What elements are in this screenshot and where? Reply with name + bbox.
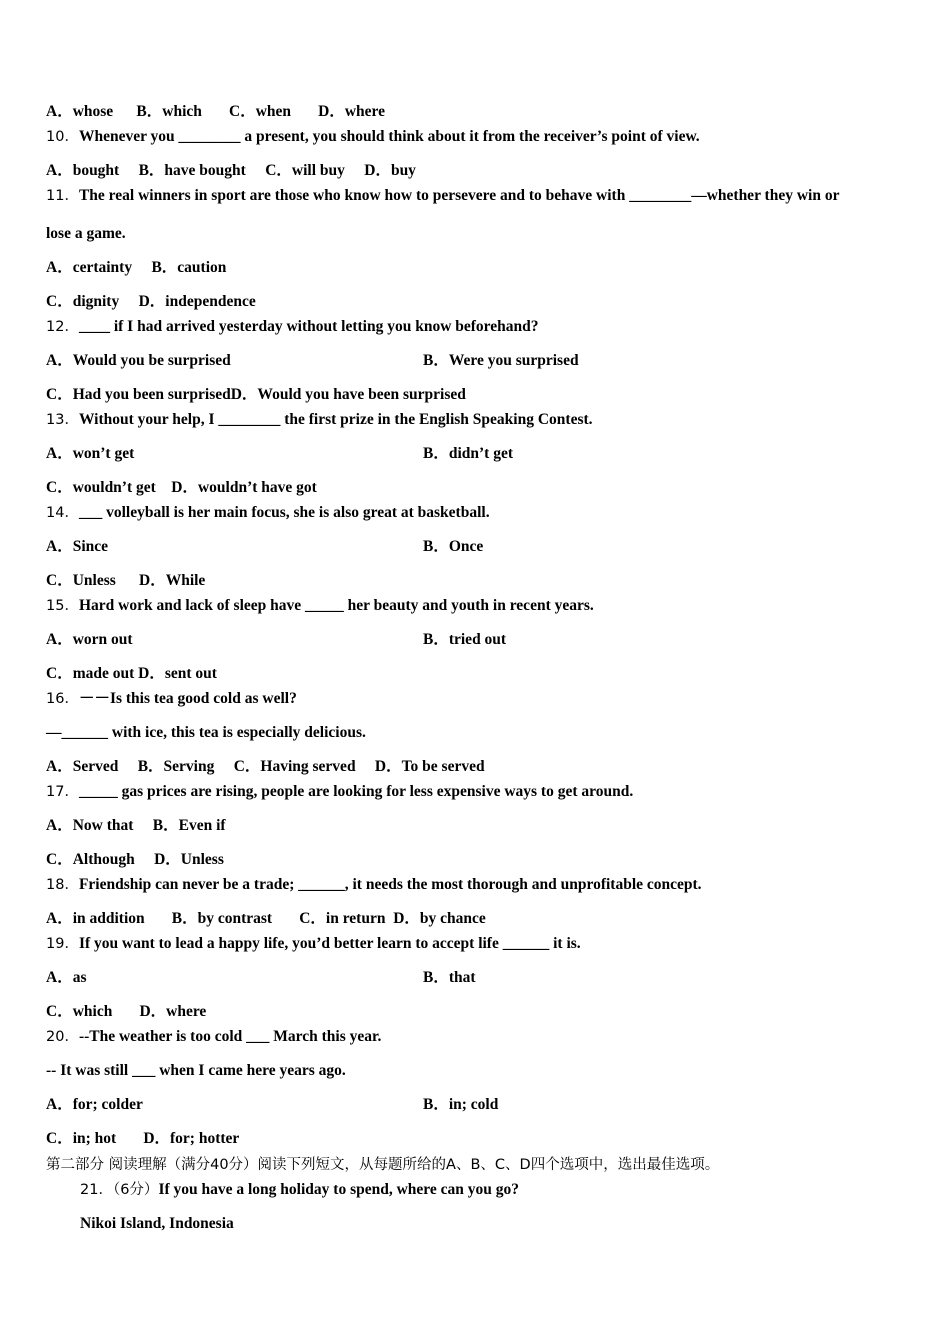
q20-options-ab	[46, 1095, 499, 1115]
q20-question	[46, 1027, 381, 1047]
q11-options-ab: A．certainty B．caution	[46, 259, 227, 276]
q21-number: 21．（6分）	[80, 1182, 159, 1198]
q10-stem: Whenever you ________ a present, you should think about it from the receiver’s point of view.	[78, 128, 700, 145]
q19-options-cd: C．which D．where	[46, 1003, 207, 1020]
q15-stem: Hard work and lack of sleep have _____ her beauty and youth in recent years.	[78, 597, 594, 614]
q14-question	[46, 503, 490, 523]
q11-stem-continued: lose a game.	[46, 225, 126, 242]
q17-options-ab: A．Now that B．Even if	[46, 817, 226, 834]
q9-options: A．whose B．which C．when D．where	[46, 103, 386, 120]
q20-stem: --The weather is too cold ___ March this year.	[78, 1028, 382, 1045]
q20-option-a: A．for; colder	[46, 1096, 143, 1113]
q12-options-ab	[46, 351, 579, 371]
q15-question	[46, 596, 594, 616]
q20-response: -- It was still ___ when I came here years ago.	[46, 1062, 346, 1079]
q18-stem: Friendship can never be a trade; ______, it needs the most thorough and unprofitable concept.	[78, 876, 702, 893]
q12-question	[46, 317, 539, 337]
q21-question	[80, 1180, 519, 1200]
q15-options-cd: C．made out D．sent out	[46, 665, 217, 682]
q17-stem: _____ gas prices are rising, people are looking for less expensive ways to get around.	[78, 783, 634, 800]
q13-option-b: B．didn’t get	[423, 445, 513, 462]
q10-question	[46, 127, 700, 147]
q19-number: 19．	[46, 936, 79, 952]
q14-number: 14．	[46, 505, 79, 521]
q17-options-cd: C．Although D．Unless	[46, 851, 224, 868]
q16-stem: －－Is this tea good cold as well?	[78, 690, 297, 707]
q19-options-ab	[46, 968, 476, 988]
q19-question	[46, 934, 581, 954]
q14-options-ab	[46, 537, 484, 557]
q18-options: A．in addition B．by contrast C．in return D．by chance	[46, 910, 486, 927]
q19-stem: If you want to lead a happy life, you’d better learn to accept life ______ it is.	[78, 935, 581, 952]
q17-question	[46, 782, 633, 802]
q13-stem: Without your help, I ________ the first prize in the English Speaking Contest.	[78, 411, 593, 428]
q11-number: 11．	[46, 188, 79, 204]
q10-options: A．bought B．have bought C．will buy D．buy	[46, 162, 416, 179]
q14-options-cd: C．Unless D．While	[46, 572, 206, 589]
q13-options-cd: C．wouldn’t get D．wouldn’t have got	[46, 479, 317, 496]
q14-option-a: A．Since	[46, 538, 109, 555]
section2-heading: 第二部分 阅读理解（满分40分）阅读下列短文，从每题所给的A、B、C、D四个选项中，选出最佳选项。	[46, 1157, 720, 1173]
q15-option-a: A．worn out	[46, 631, 133, 648]
q10-number: 10．	[46, 129, 79, 145]
q15-options-ab	[46, 630, 507, 650]
q16-response: —______ with ice, this tea is especially delicious.	[46, 724, 366, 741]
q21-stem: If you have a long holiday to spend, where can you go?	[158, 1181, 520, 1198]
q14-stem: ___ volleyball is her main focus, she is also great at basketball.	[78, 504, 490, 521]
q16-question	[46, 689, 297, 709]
q16-number: 16．	[46, 691, 79, 707]
q12-option-b: B．Were you surprised	[423, 352, 579, 369]
q12-stem: ____ if I had arrived yesterday without letting you know beforehand?	[78, 318, 539, 335]
q19-option-b: B．that	[423, 969, 476, 986]
q12-option-a: A．Would you be surprised	[46, 352, 231, 369]
q20-number: 20．	[46, 1029, 79, 1045]
q16-options: A．Served B．Serving C．Having served D．To be served	[46, 758, 485, 775]
q18-question	[46, 875, 702, 895]
q13-number: 13．	[46, 412, 79, 428]
q18-number: 18．	[46, 877, 79, 893]
q20-option-b: B．in; cold	[423, 1096, 499, 1113]
q11-stem: The real winners in sport are those who know how to persevere and to behave with ________—whether they win or	[78, 187, 840, 204]
q21-passage-title: Nikoi Island, Indonesia	[80, 1215, 234, 1232]
q15-number: 15．	[46, 598, 79, 614]
q19-option-a: A．as	[46, 969, 87, 986]
q13-question	[46, 410, 593, 430]
q14-option-b: B．Once	[423, 538, 484, 555]
q15-option-b: B．tried out	[423, 631, 507, 648]
q13-options-ab	[46, 444, 513, 464]
q12-options-cd: C．Had you been surprisedD．Would you have been surprised	[46, 386, 466, 403]
q17-number: 17．	[46, 784, 79, 800]
q20-options-cd: C．in; hot D．for; hotter	[46, 1130, 240, 1147]
q11-question	[46, 186, 839, 206]
q13-option-a: A．won’t get	[46, 445, 135, 462]
q11-options-cd: C．dignity D．independence	[46, 293, 256, 310]
q12-number: 12．	[46, 319, 79, 335]
